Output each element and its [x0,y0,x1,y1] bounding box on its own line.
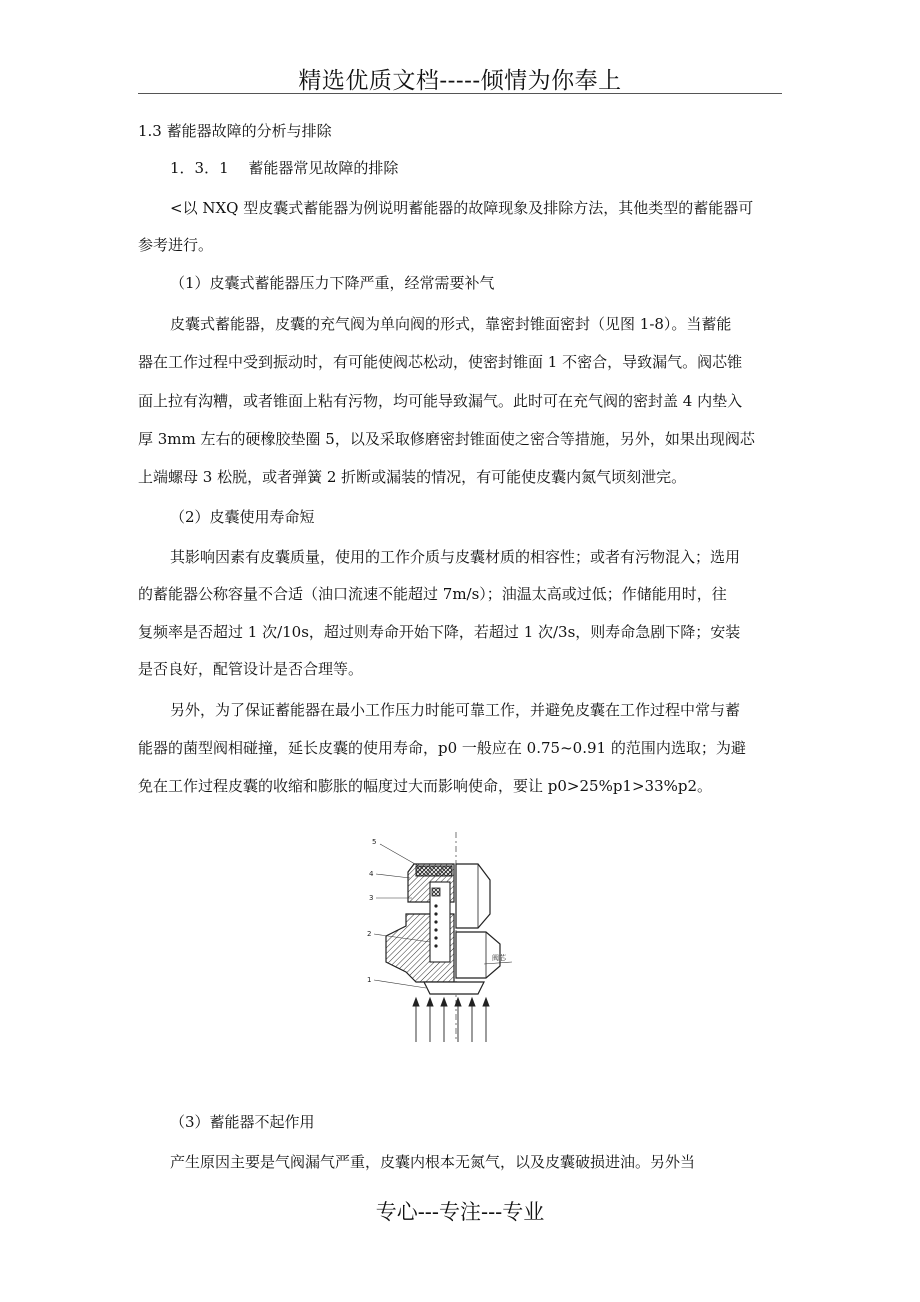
flow-arrows [413,998,489,1042]
item1-line-1: 皮囊式蓄能器，皮囊的充气阀为单向阀的形式，靠密封锥面密封（见图 1-8）。当蓄能 [170,315,732,333]
intro-line-2: 参考进行。 [138,236,214,254]
callout-4: 4 [369,870,374,878]
intro-line-1: <以 NXQ 型皮囊式蓄能器为例说明蓄能器的故障现象及排除方法，其他类型的蓄能器可 [170,199,754,217]
item2-line-1: 其影响因素有皮囊质量，使用的工作介质与皮囊材质的相容性；或者有污物混入；选用 [170,548,741,566]
item3-title: （3）蓄能器不起作用 [170,1113,315,1131]
item1-line-3: 面上拉有沟糟，或者锥面上粘有污物，均可能导致漏气。此时可在充气阀的密封盖 4 内垫入 [138,392,743,410]
header-divider [138,93,782,94]
callout-2: 2 [367,930,372,938]
callout-3: 3 [369,894,374,902]
para3-line-2: 能器的菌型阀相碰撞，延长皮囊的使用寿命，p0 一般应在 0.75~0.91 的范围内选取；为避 [138,739,746,757]
callout-1: 1 [367,976,372,984]
callout-valve-core-label: 阀芯 [492,954,506,962]
item3-line-1: 产生原因主要是气阀漏气严重，皮囊内根本无氮气，以及皮囊破损进油。另外当 [170,1153,696,1171]
page-header-title: 精选优质文档-----倾情为你奉上 [298,68,622,94]
section-title: 1.3 蓄能器故障的分析与排除 [138,122,332,140]
para3-line-3: 免在工作过程皮囊的收缩和膨胀的幅度过大而影响使命，要让 p0>25%p1>33%p2。 [138,777,713,795]
valve-cross-section-figure [366,832,516,1050]
item2-line-4: 是否良好，配管设计是否合理等。 [138,660,364,678]
subsection-title: 1．3．1 蓄能器常见故障的排除 [170,159,399,177]
valve-drawing [366,832,516,1050]
item2-line-3: 复频率是否超过 1 次/10s，超过则寿命开始下降，若超过 1 次/3s，则寿命急剧下降；安装 [138,623,741,641]
callout-5: 5 [372,838,377,846]
sealing-cone [424,982,484,994]
hex-nut-outline [456,864,490,928]
item1-line-2: 器在工作过程中受到振动时，有可能使阀芯松动，使密封锥面 1 不密合，导致漏气。阀芯锥 [138,353,743,371]
item2-title: （2）皮囊使用寿命短 [170,508,315,526]
para3-line-1: 另外，为了保证蓄能器在最小工作压力时能可靠工作，并避免皮囊在工作过程中常与蓄 [170,701,741,719]
page-footer: 专心---专注---专业 [375,1200,545,1224]
item1-line-4: 厚 3mm 左右的硬橡胶垫圈 5，以及采取修磨密封锥面使之密合等措施，另外，如果出现阀芯 [138,430,755,448]
item1-line-5: 上端螺母 3 松脱，或者弹簧 2 折断或漏装的情况，有可能使皮囊内氮气顷刻泄完。 [138,468,687,486]
item2-line-2: 的蓄能器公称容量不合适（油口流速不能超过 7m/s）；油温太高或过低；作储能用时，往 [138,585,727,603]
item1-title: （1）皮囊式蓄能器压力下降严重，经常需要补气 [170,274,495,292]
